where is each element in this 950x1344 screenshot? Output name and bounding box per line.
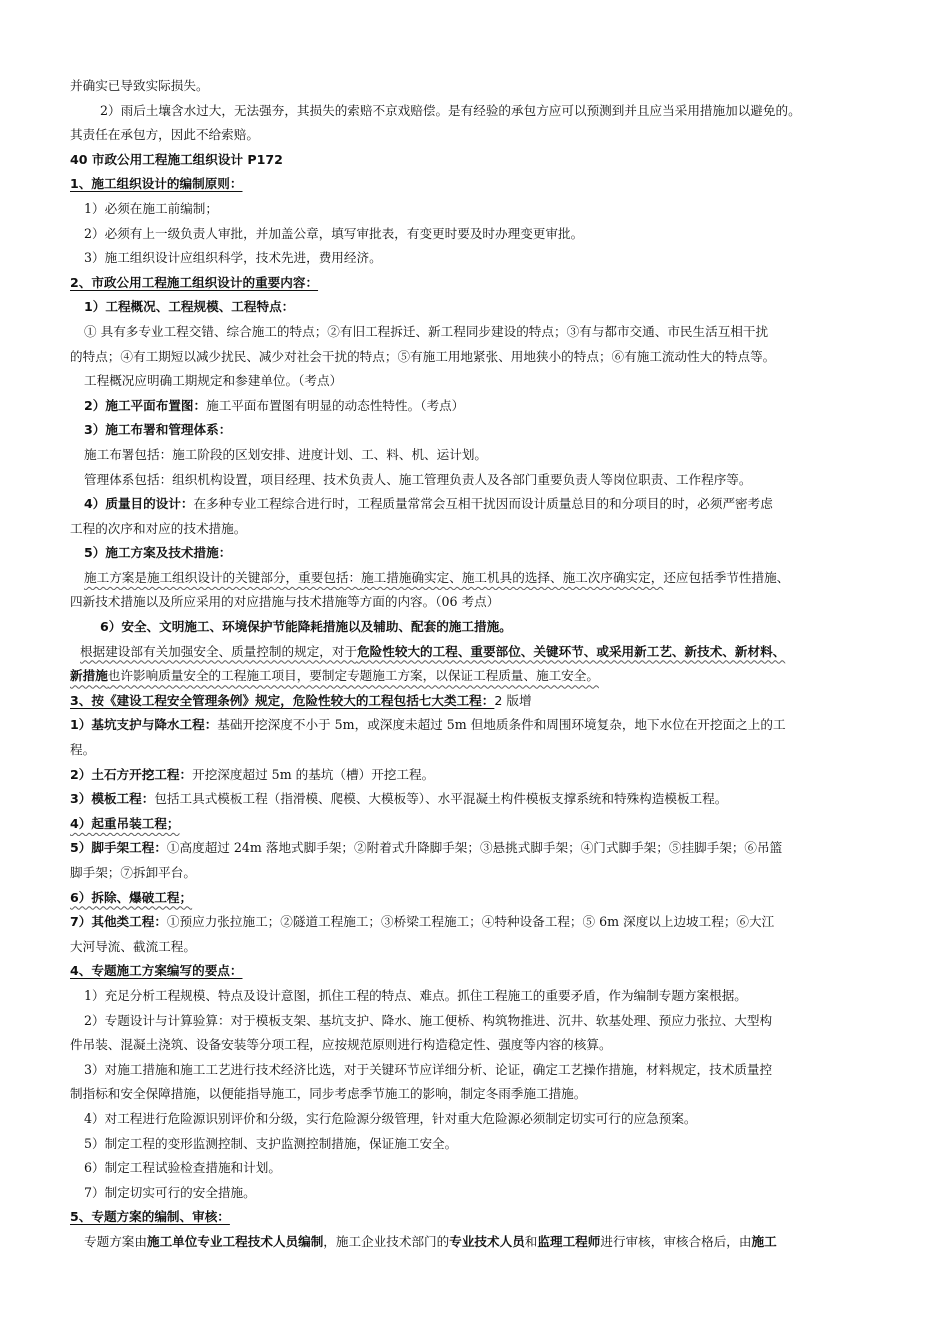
line-text: 的特点；④有工期短以减少扰民、减少对社会干扰的特点；⑤有施工用地紧张、用地狭小的特点；⑥有施工流动性大的特点等。 [70,348,776,364]
text-line [70,123,886,148]
heading-text: 5）脚手架工程： [70,840,167,856]
heading-text: 1）基坑支护与降水工程： [70,717,218,733]
text-line [70,197,886,222]
emphasis-text: 危险性较大的工程、重要部位、关键环节、或采用新工艺、新技术、新材料、 [357,643,786,659]
text-line [70,910,886,935]
heading-text: 40 市政公用工程施工组织设计 P172 [70,151,283,167]
line-text: 基础开挖深度不小于 5m，或深度未超过 5m 但地质条件和周围环境复杂，地下水位在开挖面之上的工 [217,717,786,733]
text-line [70,1058,886,1083]
emphasis-text: 监理工程师 [537,1233,601,1249]
section-heading [70,172,886,197]
text-line [70,1107,886,1132]
line-text: 进行审核，审核合格后，由 [600,1233,752,1249]
text-line [70,1009,886,1034]
line-text: 件吊装、混凝土浇筑、设备安装等分项工程，应按规范原则进行构造稳定性、强度等内容的核算。 [70,1037,612,1053]
text-line [70,836,886,861]
text-line [70,787,886,812]
line-text: 脚手架；⑦拆卸平台。 [70,865,196,880]
line-text: 7）制定切实可行的安全措施。 [84,1184,256,1200]
line-text: 施工布署包括：施工阶段的区划安排、进度计划、工、料、机、运计划。 [84,446,487,462]
section-heading [70,689,886,714]
text-line [70,1033,886,1058]
line-text: ①预应力张拉施工；②隧道工程施工；③桥梁工程施工；④特种设备工程；⑤ 6m 深度以上边坡工程；⑥大江 [166,914,775,930]
line-text: 和 [524,1233,538,1249]
text-line [70,369,886,394]
line-text: ①高度超过 24m 落地式脚手架；②附着式升降脚手架；③悬挑式脚手架；④门式脚手架；⑤挂脚手架；⑥吊篮 [166,840,783,856]
text-line [70,640,886,665]
text-line [70,345,886,370]
heading-text: 4、专题施工方案编写的要点： [70,963,243,979]
line-text: 并确实已导致实际损失。 [70,78,209,93]
note-text: 2 版增 [494,692,532,708]
text-line [70,984,886,1009]
section-heading [70,271,886,296]
text-line [70,935,886,960]
text-line [70,1230,886,1255]
text-line [70,738,886,763]
line-text: 在多种专业工程综合进行时，工程质量常常会互相干扰因而设计质量总目的和分项目的时，必须严密考虑 [193,496,773,512]
text-line [70,713,886,738]
text-line [70,320,886,345]
line-text: 施工方案是施工组织设计的关键部分，重要包括： [84,569,362,585]
emphasis-text: 施工 [751,1233,777,1249]
sub-heading [70,418,886,443]
line-text: 还应包括季节性措施、 [663,569,790,585]
sub-heading [70,812,886,837]
heading-text: 6）安全、文明施工、环境保护节能降耗措施以及辅助、配套的施工措施。 [100,619,512,635]
section-heading [70,148,886,173]
line-text: 3）施工组织设计应组织科学，技术先进，费用经济。 [84,250,382,266]
line-text: 管理体系包括：组织机构设置，项目经理、技术负责人、施工管理负责人及各部门重要负责人等岗位职责、工作程序等。 [84,471,752,487]
emphasis-text: 新措施 [70,668,108,684]
line-text: ，施工企业技术部门的 [323,1233,450,1249]
heading-text: 4）质量目的设计： [84,496,194,512]
line-text: 也许影响质量安全的工程施工项目，要制定专题施工方案，以保证工程质量、施工安全。 [107,668,599,684]
text-line [70,468,886,493]
heading-text: 7）其他类工程： [70,914,167,930]
line-text: 施工措施确实定、施工机具的选择、施工次序确实定， [361,569,664,585]
text-line [70,74,886,99]
text-line [70,492,886,517]
heading-text: 3）模板工程： [70,791,155,807]
line-text: 3）对施工措施和施工工艺进行技术经济比选，对于关键环节应详细分析、论证，确定工艺操作措施，材料规定，技术质量控 [84,1061,773,1077]
heading-text: 3、按《建设工程安全管理条例》规定，危险性较大的工程包括七大类工程： [70,692,495,708]
line-text: 制指标和安全保障措施，以便能指导施工，同步考虑季节施工的影响，制定冬雨季施工措施。 [70,1086,587,1102]
sub-heading [70,295,886,320]
heading-text: 2）施工平面布置图： [84,397,207,413]
line-text: 大河导流、截流工程。 [70,938,196,954]
line-text: 4）对工程进行危险源识别评价和分级，实行危险源分级管理，针对重大危险源必须制定切实可行的应急预案。 [84,1110,697,1126]
line-text: 开挖深度超过 5m 的基坑（槽）开挖工程。 [192,766,435,782]
line-text: 2）必须有上一级负责人审批，并加盖公章，填写审批表，有变更时要及时办理变更审批。 [84,225,584,241]
line-text: ① 具有多专业工程交错、综合施工的特点；②有旧工程拆迁、新工程同步建设的特点；③有与都市交通、市民生活互相干扰 [84,323,769,339]
heading-text: 2、市政公用工程施工组织设计的重要内容： [70,274,319,290]
line-text: 6）制定工程试验检查措施和计划。 [84,1160,281,1176]
text-line [70,566,886,591]
text-line [70,1082,886,1107]
line-text: 工程的次序和对应的技术措施。 [70,520,247,536]
text-line [70,246,886,271]
line-text: 包括工具式模板工程（指滑模、爬模、大模板等）、水平混凝土构件模板支撑系统和特殊构造模板工程。 [154,791,728,807]
emphasis-text: 专业技术人员 [449,1233,525,1249]
heading-text: 1、施工组织设计的编制原则： [70,176,243,192]
text-line [70,590,886,615]
heading-text: 4）起重吊装工程； [70,815,180,831]
text-line [70,861,886,886]
line-text: 程。 [70,742,96,758]
heading-text: 6）拆除、爆破工程； [70,889,193,905]
text-line [70,1156,886,1181]
line-text: 2）雨后土壤含水过大，无法强夯，其损失的索赔不京戏赔偿。是有经验的承包方应可以预测到并且应当采用措施加以避免的。 [100,102,801,118]
heading-text: 3）施工布署和管理体系： [84,422,232,438]
text-line [70,1181,886,1206]
heading-text: 1）工程概况、工程规模、工程特点： [84,299,295,315]
line-text: 施工平面布置图有明显的动态性特性。（考点） [206,397,465,413]
text-line [70,394,886,419]
line-text: 其责任在承包方，因此不给索赔。 [70,127,259,143]
heading-text: 5、专题方案的编制、审核： [70,1209,230,1225]
text-line [70,517,886,542]
line-text: 1）必须在施工前编制； [84,200,218,216]
line-text: 专题方案由 [84,1233,147,1249]
text-line [70,664,886,689]
line-text: 2）专题设计与计算验算：对于模板支架、基坑支护、降水、施工便桥、构筑物推进、沉井、软基处理、预应力张拉、大型构 [84,1012,773,1028]
heading-text: 2）土石方开挖工程： [70,766,193,782]
line-text: 1）充足分析工程规模、特点及设计意图，抓住工程的特点、难点。抓住工程施工的重要矛盾，作为编制专题方案根据。 [84,987,747,1003]
text-line [70,99,886,124]
section-heading [70,1205,886,1230]
text-line [70,222,886,247]
sub-heading [70,886,886,911]
heading-text: 5）施工方案及技术措施： [84,545,232,561]
sub-heading [70,541,886,566]
text-line [70,443,886,468]
sub-heading [70,615,886,640]
line-text: 工程概况应明确工期规定和参建单位。（考点） [84,373,343,389]
text-line [70,763,886,788]
section-heading [70,959,886,984]
text-line [70,1132,886,1157]
line-text: 5）制定工程的变形监测控制、支护监测控制措施，保证施工安全。 [84,1135,458,1151]
line-text: 根据建设部有关加强安全、质量控制的规定，对于 [80,643,358,659]
line-text: 四新技术措施以及所应采用的对应措施与技术措施等方面的内容。（06 考点） [70,594,500,610]
emphasis-text: 施工单位专业工程技术人员编制 [146,1233,324,1249]
